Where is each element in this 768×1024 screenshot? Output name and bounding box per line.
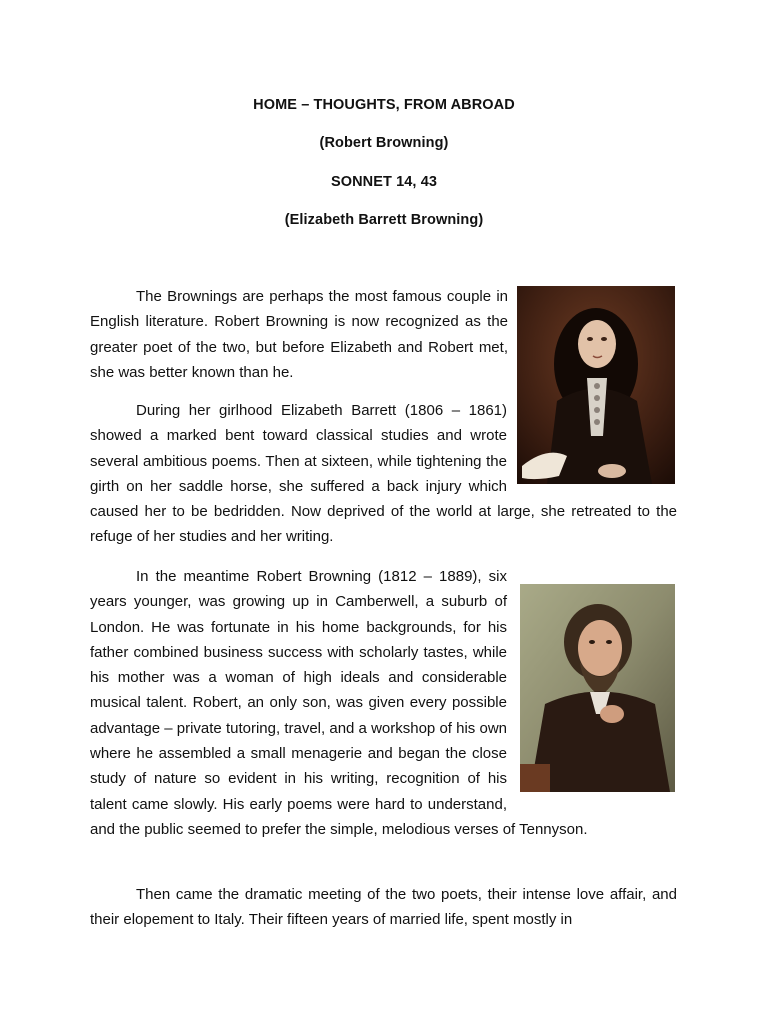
paragraph-intro: The Brownings are perhaps the most famous couple in English literature. Robert Browning is now recognized as the greater poet of the two, but before Elizabeth and Robert met, she was better known than he. — [90, 288, 508, 381]
paragraph-elizabeth — [90, 398, 677, 550]
paragraph-meeting: Then came the dramatic meeting of the two poets, their intense love affair, and their elopement to Italy. Their fifteen years of married life, spent mostly in — [90, 886, 677, 929]
author-elizabeth-barrett-browning: (Elizabeth Barrett Browning) — [284, 212, 484, 228]
paragraph-robert-text: In the meantime Robert Browning (1812 – 1889), six years younger, was growing up in Camberwell, a suburb of London. He was fortunate in his home backgrounds, for his father combined business success with scholarly tastes, while his mother was a woman of high ideals and considerable musical talent. Robert, an only son, was given every possible advantage – private tutoring, travel, and a workshop of his own where he assembled a small menagerie and began the close study of nature so evident in his writing, recognition of his talent came slowly. His early poems were hard to understand, and the public seemed to prefer the simple, melodious verses of Tennyson. — [90, 568, 588, 838]
paragraph-elizabeth-text: During her girlhood Elizabeth Barrett (1806 – 1861) showed a marked bent toward classical studies and wrote several ambitious poems. Then at sixteen, while tightening the girth on her saddle horse, she suffered a back injury which caused her to be bedridden. Now deprived of the world at large, she retreated to the refuge of her studies and her writing. — [90, 402, 677, 546]
paragraph-robert — [90, 564, 677, 842]
document-title: HOME – THOUGHTS, FROM ABROAD — [253, 97, 515, 113]
author-robert-browning: (Robert Browning) — [319, 135, 449, 151]
sonnet-title: SONNET 14, 43 — [330, 174, 438, 190]
